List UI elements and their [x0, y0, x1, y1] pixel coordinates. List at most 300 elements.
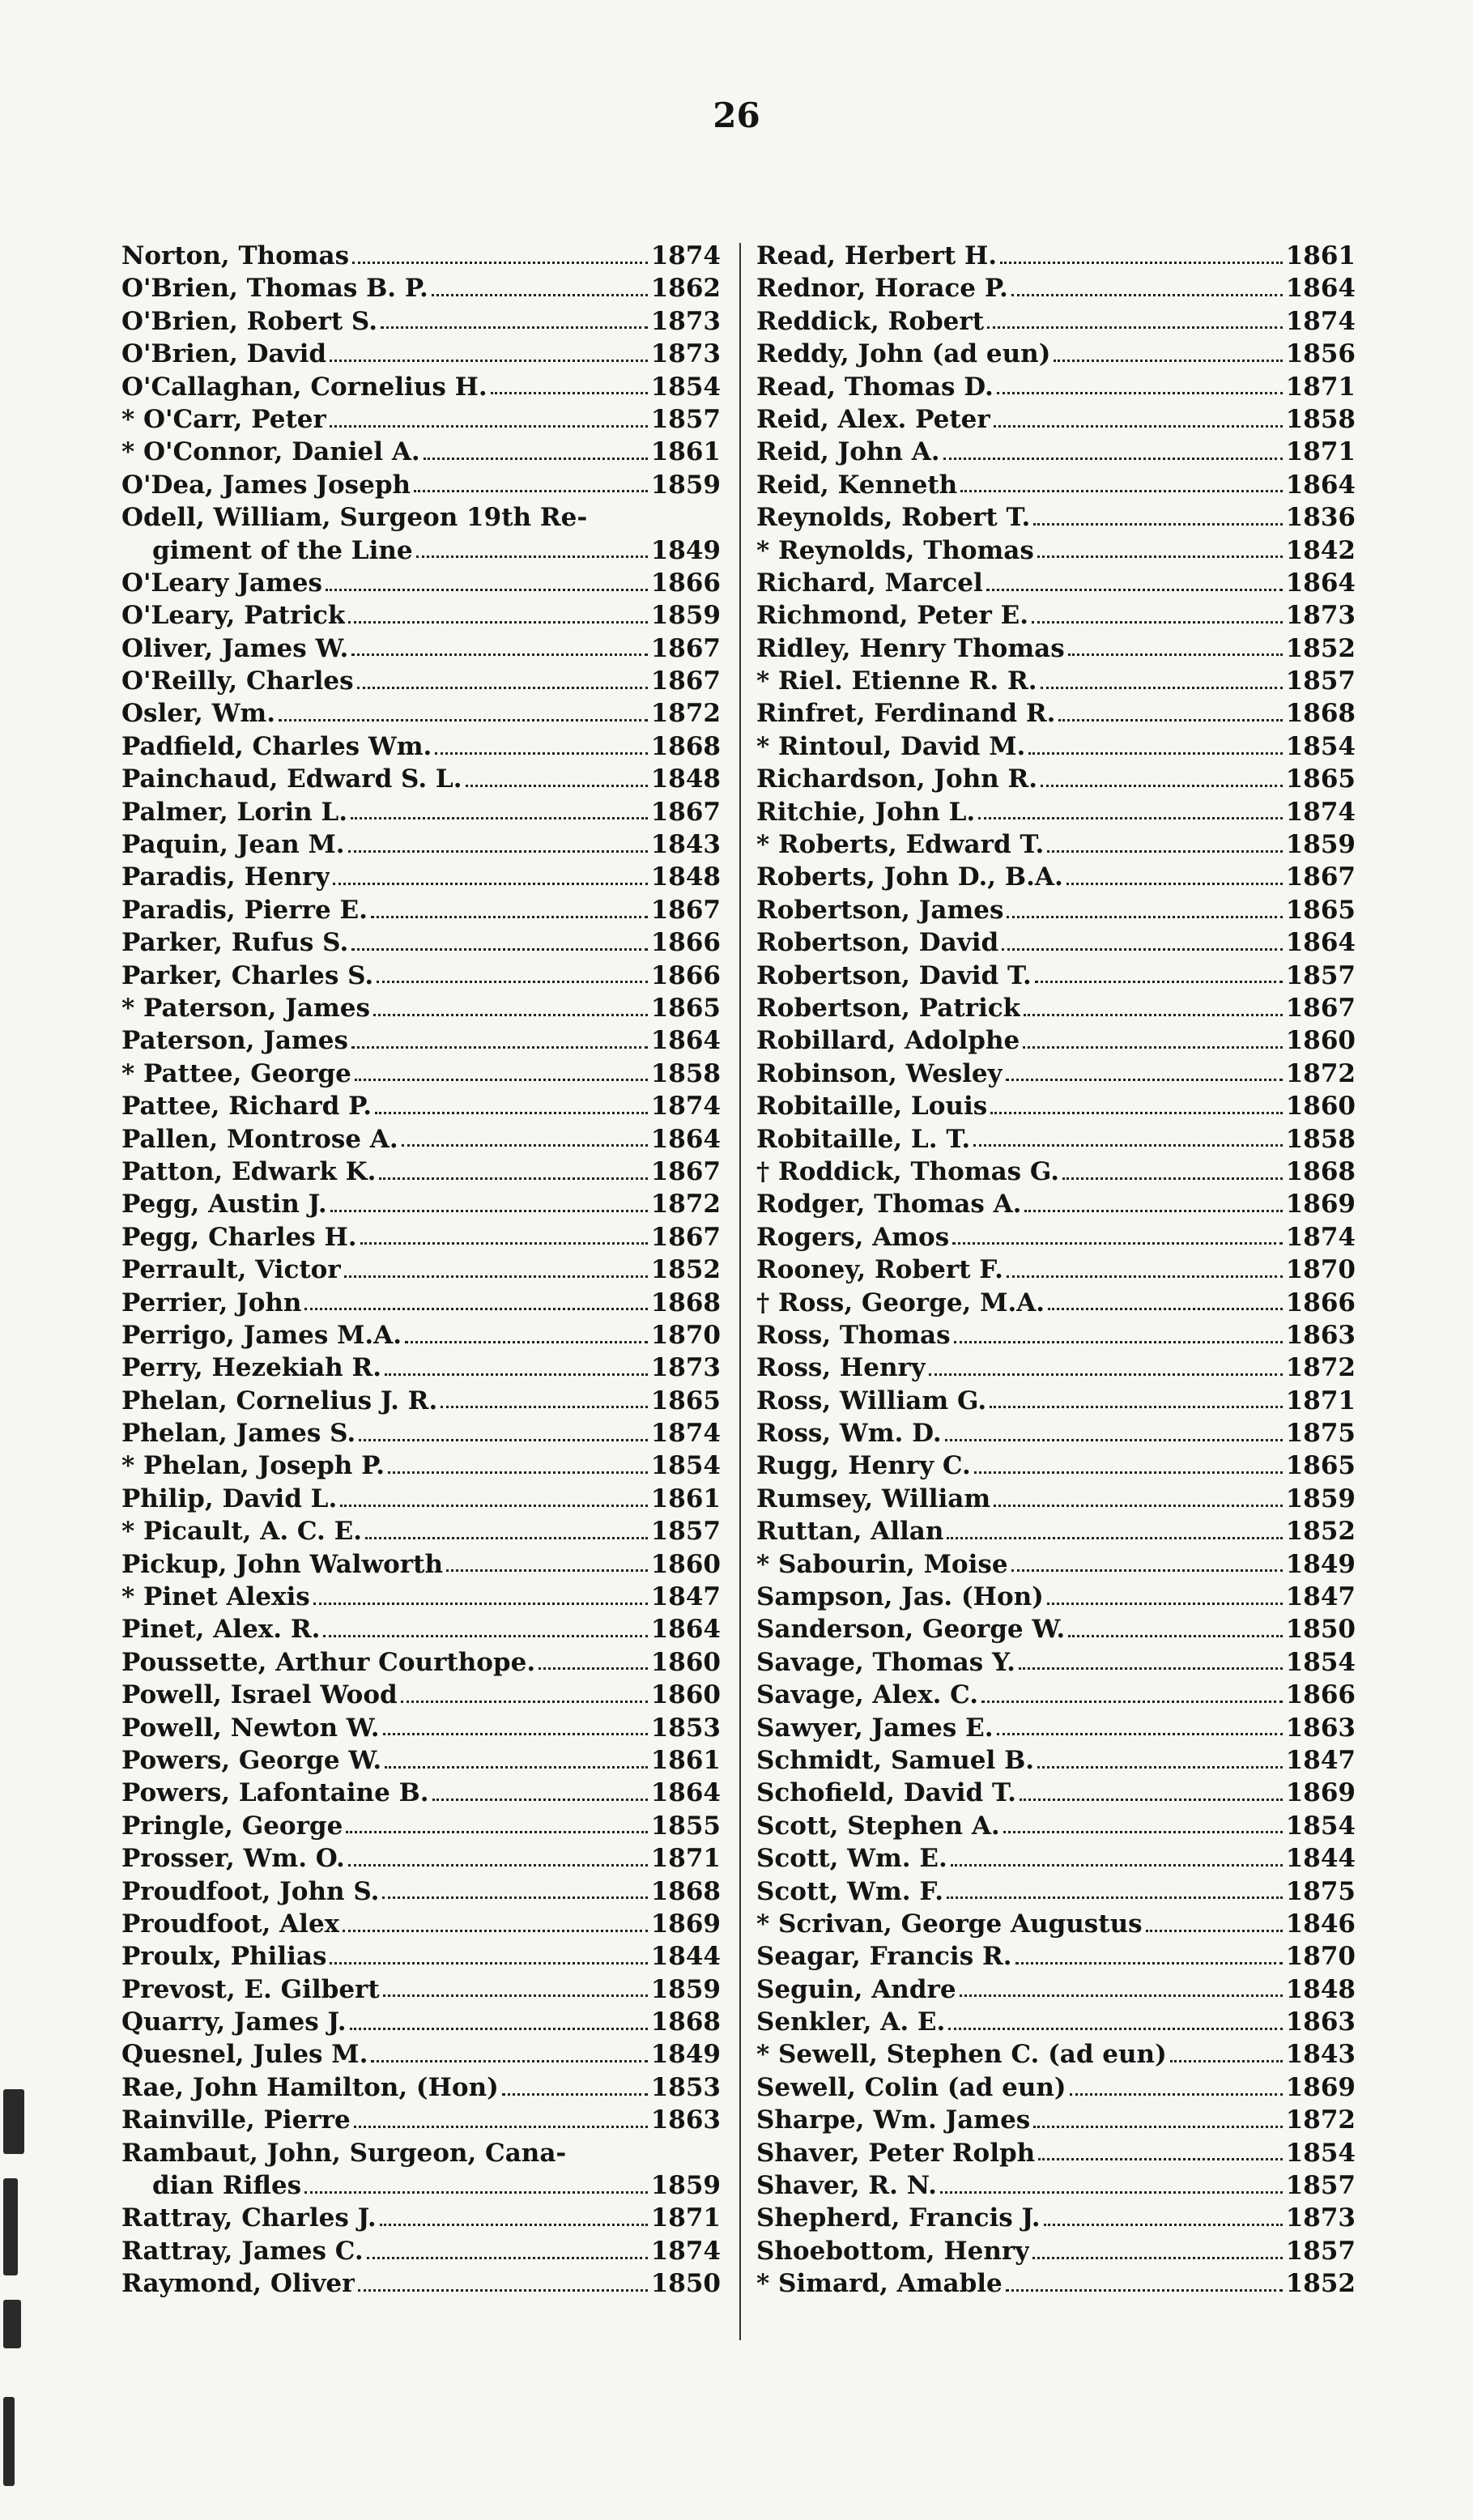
directory-entry	[121, 240, 721, 272]
directory-entry	[756, 2267, 1356, 2300]
entry-name: Paquin, Jean M.	[121, 830, 345, 860]
entry-name: Proudfoot, Alex	[121, 1909, 340, 1939]
leader-dots	[1041, 687, 1283, 689]
entry-year: 1843	[1285, 2040, 1356, 2070]
leader-dots	[358, 2289, 647, 2292]
directory-entry	[756, 960, 1356, 992]
directory-entry	[756, 730, 1356, 763]
leader-dots	[1170, 2060, 1283, 2062]
entry-year: 1860	[1285, 1026, 1356, 1056]
entry-name: Sawyer, James E.	[756, 1713, 994, 1743]
entry-name: Painchaud, Edward S. L.	[121, 764, 462, 794]
directory-entry	[756, 1744, 1356, 1777]
entry-year: 1858	[650, 1058, 721, 1088]
directory-entry	[121, 272, 721, 304]
directory-entry	[121, 534, 721, 567]
entry-year: 1864	[1285, 928, 1356, 958]
entry-name: Sanderson, George W.	[756, 1615, 1066, 1645]
entry-name: Robitaille, L. T.	[756, 1124, 971, 1154]
entry-name: * Simard, Amable	[756, 2269, 1003, 2299]
directory-entry	[756, 1156, 1356, 1188]
entry-name: Robillard, Adolphe	[756, 1026, 1020, 1056]
entry-name: Oliver, James W.	[121, 633, 349, 663]
leader-dots	[1068, 1635, 1283, 1637]
leader-dots	[351, 1046, 648, 1049]
directory-entry	[756, 796, 1356, 828]
directory-entry	[121, 2169, 721, 2202]
entry-year: 1859	[650, 470, 721, 500]
directory-entry	[756, 1188, 1356, 1220]
directory-entry	[756, 338, 1356, 370]
entry-name: Quarry, James J.	[121, 2007, 347, 2037]
entry-name: Perrault, Victor	[121, 1255, 341, 1285]
leader-dots	[1002, 948, 1283, 951]
leader-dots	[945, 1439, 1283, 1441]
entry-name: Pickup, John Walworth	[121, 1549, 443, 1579]
directory-entry	[756, 1548, 1356, 1581]
directory-entry	[121, 697, 721, 730]
leader-dots	[350, 2028, 648, 2030]
leader-dots	[948, 2028, 1282, 2030]
entry-name: Rogers, Amos	[756, 1222, 950, 1252]
entry-name: * Scrivan, George Augustus	[756, 1909, 1143, 1939]
directory-entry	[756, 1287, 1356, 1319]
leader-dots	[371, 2060, 647, 2062]
directory-entry	[756, 697, 1356, 730]
leader-dots	[432, 1798, 648, 1801]
entry-year: 1850	[650, 2269, 721, 2299]
entry-name: Savage, Alex. C.	[756, 1680, 979, 1710]
leader-dots	[330, 1962, 647, 1964]
leader-dots	[1024, 1210, 1282, 1212]
leader-dots	[348, 1864, 648, 1867]
entry-year: 1861	[650, 1483, 721, 1513]
leader-dots	[304, 1308, 647, 1310]
entry-year: 1846	[1285, 1909, 1356, 1939]
leader-dots	[380, 2224, 648, 2226]
entry-year: 1859	[650, 2171, 721, 2201]
leader-dots	[351, 653, 647, 656]
page-edge-damage	[0, 2057, 31, 2510]
entry-name: * Phelan, Joseph P.	[121, 1451, 385, 1481]
entry-year: 1847	[650, 1582, 721, 1612]
leader-dots	[326, 589, 648, 591]
entry-year: 1865	[1285, 764, 1356, 794]
directory-entry	[756, 1581, 1356, 1613]
page-number: 26	[713, 96, 760, 135]
directory-entry	[121, 2235, 721, 2267]
leader-dots	[355, 1079, 648, 1081]
entry-name: Parker, Rufus S.	[121, 928, 349, 958]
leader-dots	[385, 1766, 648, 1769]
entry-name: Seguin, Andre	[756, 1974, 956, 2004]
leader-dots	[351, 817, 648, 819]
entry-name: Reddick, Robert	[756, 306, 985, 336]
directory-entry	[756, 371, 1356, 403]
entry-year: 1861	[650, 437, 721, 467]
directory-entry	[756, 305, 1356, 338]
directory-entry	[121, 599, 721, 632]
entry-name: Raymond, Oliver	[121, 2269, 355, 2299]
leader-dots	[365, 1537, 648, 1539]
directory-entry	[756, 632, 1356, 665]
leader-dots	[375, 1112, 648, 1114]
leader-dots	[1041, 785, 1283, 787]
entry-name: Rambaut, John, Surgeon, Cana-	[121, 2138, 567, 2168]
directory-entry	[121, 1123, 721, 1156]
directory-entry	[121, 1744, 721, 1777]
entry-year: 1864	[1285, 568, 1356, 598]
entry-year: 1866	[1285, 1288, 1356, 1317]
directory-entry	[756, 1875, 1356, 1908]
column-divider	[739, 243, 741, 2340]
directory-entry	[756, 272, 1356, 304]
leader-dots	[1019, 1667, 1283, 1670]
entry-year: 1864	[1285, 274, 1356, 304]
entry-year: 1867	[650, 797, 721, 827]
entry-year: 1844	[650, 1942, 721, 1972]
entry-name: O'Brien, Robert S.	[121, 306, 378, 336]
directory-entry	[756, 1515, 1356, 1547]
entry-name: Paterson, James	[121, 1026, 348, 1056]
leader-dots	[405, 1341, 648, 1343]
directory-entry	[121, 894, 721, 926]
leader-dots	[960, 1994, 1283, 1997]
leader-dots	[388, 1471, 648, 1474]
entry-name: Paradis, Pierre E.	[121, 895, 368, 925]
entry-year: 1847	[1285, 1582, 1356, 1612]
entry-name: Robertson, David	[756, 928, 999, 958]
leader-dots	[435, 752, 647, 755]
leader-dots	[997, 392, 1283, 394]
leader-dots	[381, 326, 648, 329]
directory-entry	[756, 567, 1356, 599]
entry-name: Pinet, Alex. R.	[121, 1615, 321, 1645]
directory-entry	[121, 1973, 721, 2006]
leader-dots	[424, 458, 648, 460]
entry-year: 1860	[1285, 1092, 1356, 1122]
leader-dots	[401, 1701, 648, 1703]
leader-dots	[952, 1242, 1283, 1245]
entry-name: Norton, Thomas	[121, 241, 350, 270]
directory-entry	[756, 861, 1356, 893]
directory-entry	[756, 1908, 1356, 1940]
directory-entry	[756, 1973, 1356, 2006]
entry-year: 1857	[1285, 960, 1356, 990]
leader-dots	[940, 2191, 1283, 2194]
directory-entry	[756, 1679, 1356, 1711]
directory-entry	[121, 1417, 721, 1449]
directory-entry	[121, 371, 721, 403]
entry-year: 1858	[1285, 404, 1356, 434]
leader-dots	[385, 1373, 648, 1376]
directory-entry	[121, 1712, 721, 1744]
directory-entry	[121, 1908, 721, 1940]
directory-entry	[121, 632, 721, 665]
entry-year: 1854	[1285, 1811, 1356, 1841]
entry-year: 1865	[650, 1386, 721, 1415]
entry-year: 1866	[650, 568, 721, 598]
leader-dots	[377, 981, 648, 983]
entry-year: 1872	[1285, 1058, 1356, 1088]
directory-entry	[121, 1483, 721, 1515]
entry-name: Sharpe, Wm. James	[756, 2105, 1031, 2135]
directory-entry	[121, 1581, 721, 1613]
leader-dots	[352, 262, 648, 264]
leader-dots	[997, 1733, 1283, 1735]
leader-dots	[947, 1896, 1283, 1899]
directory-entry	[756, 1385, 1356, 1417]
directory-entry	[756, 1712, 1356, 1744]
directory-entry	[121, 338, 721, 370]
directory-entry	[121, 1810, 721, 1842]
entry-name: Reid, Alex. Peter	[756, 404, 990, 434]
directory-entry	[756, 992, 1356, 1024]
entry-name: dian Rifles	[152, 2171, 302, 2201]
entry-name: Shoebottom, Henry	[756, 2236, 1030, 2266]
directory-entry	[121, 828, 721, 861]
entry-name: † Ross, George, M.A.	[756, 1288, 1045, 1317]
directory-entry	[756, 828, 1356, 861]
entry-year: 1863	[1285, 1713, 1356, 1743]
entry-name: Rodger, Thomas A.	[756, 1190, 1022, 1220]
entry-year: 1869	[1285, 1190, 1356, 1220]
entry-year: 1855	[650, 1811, 721, 1841]
leader-dots	[947, 1537, 1282, 1539]
entry-year: 1870	[650, 1320, 721, 1350]
entry-name: Pegg, Charles H.	[121, 1222, 357, 1252]
entry-name: O'Leary James	[121, 568, 322, 598]
entry-year: 1874	[1285, 797, 1356, 827]
leader-dots	[304, 2191, 648, 2194]
entry-year: 1864	[650, 1778, 721, 1808]
entry-year: 1859	[1285, 830, 1356, 860]
entry-name: Rainville, Pierre	[121, 2105, 351, 2135]
entry-year: 1854	[1285, 1647, 1356, 1677]
directory-entry	[756, 2169, 1356, 2202]
leader-dots	[994, 425, 1283, 428]
leader-dots	[1032, 621, 1283, 624]
leader-dots	[1006, 1079, 1283, 1081]
entry-year: 1874	[1285, 306, 1356, 336]
directory-entry	[756, 1646, 1356, 1679]
directory-entry	[756, 436, 1356, 468]
entry-name: Sampson, Jas. (Hon)	[756, 1582, 1044, 1612]
leader-dots	[379, 1177, 647, 1180]
directory-entry	[756, 1810, 1356, 1842]
directory-entry	[756, 1613, 1356, 1645]
directory-entry	[121, 2137, 721, 2169]
entry-year: 1871	[1285, 372, 1356, 402]
entry-name: Robertson, David T.	[756, 960, 1032, 990]
entry-year: 1868	[1285, 699, 1356, 729]
entry-year: 1870	[1285, 1942, 1356, 1972]
entry-name: Rattray, James C.	[121, 2236, 364, 2266]
leader-dots	[432, 294, 648, 296]
leader-dots	[357, 687, 648, 689]
directory-entry	[121, 1449, 721, 1482]
directory-entry	[121, 1090, 721, 1122]
directory-entry	[756, 763, 1356, 795]
directory-entry	[756, 1090, 1356, 1122]
directory-entry	[756, 1842, 1356, 1875]
leader-dots	[402, 1144, 648, 1147]
leader-dots	[990, 1112, 1283, 1114]
entry-name: Senkler, A. E.	[756, 2007, 946, 2037]
leader-dots	[330, 1210, 648, 1212]
entry-year: 1868	[650, 2007, 721, 2037]
entry-year: 1844	[1285, 1844, 1356, 1874]
directory-entry	[756, 1777, 1356, 1809]
entry-year: 1871	[1285, 437, 1356, 467]
entry-year: 1863	[650, 2105, 721, 2135]
directory-entry	[121, 1024, 721, 1057]
entry-year: 1868	[1285, 1156, 1356, 1186]
entry-name: Schmidt, Samuel B.	[756, 1745, 1035, 1775]
directory-entry	[756, 1483, 1356, 1515]
leader-dots	[1058, 719, 1282, 722]
directory-entry	[756, 240, 1356, 272]
directory-entry	[756, 1024, 1356, 1057]
entry-name: Scott, Wm. E.	[756, 1844, 947, 1874]
entry-name: Odell, William, Surgeon 19th Re-	[121, 503, 588, 533]
entry-name: Ross, Wm. D.	[756, 1419, 942, 1449]
entry-year: 1854	[1285, 731, 1356, 761]
entry-name: Sewell, Colin (ad eun)	[756, 2072, 1066, 2102]
directory-entry	[756, 501, 1356, 534]
entry-year: 1868	[650, 731, 721, 761]
leader-dots	[1011, 294, 1283, 296]
entry-year: 1854	[650, 1451, 721, 1481]
entry-name: * Pattee, George	[121, 1058, 351, 1088]
entry-name: Rinfret, Ferdinand R.	[756, 699, 1056, 729]
entry-year: 1860	[650, 1549, 721, 1579]
directory-entry	[756, 469, 1356, 501]
entry-year: 1849	[650, 2040, 721, 2070]
entry-name: Prevost, E. Gilbert	[121, 1974, 380, 2004]
entry-name: Seagar, Francis R.	[756, 1942, 1012, 1972]
entry-name: Savage, Thomas Y.	[756, 1647, 1015, 1677]
directory-entry	[121, 403, 721, 436]
entry-name: Perrigo, James M.A.	[121, 1320, 402, 1350]
entry-year: 1871	[1285, 1386, 1356, 1415]
leader-dots	[333, 883, 647, 885]
directory-entry	[121, 1058, 721, 1090]
leader-dots	[1070, 2093, 1283, 2096]
entry-year: 1856	[1285, 339, 1356, 369]
entry-name: O'Brien, David	[121, 339, 327, 369]
entry-name: Richardson, John R.	[756, 764, 1038, 794]
entry-name: Rumsey, William	[756, 1483, 991, 1513]
entry-year: 1843	[650, 830, 721, 860]
entry-year: 1869	[650, 1909, 721, 1939]
directory-entry	[756, 2202, 1356, 2234]
entry-year: 1849	[1285, 1549, 1356, 1579]
entry-name: Quesnel, Jules M.	[121, 2040, 368, 2070]
leader-dots	[990, 1406, 1283, 1408]
entry-name: Proudfoot, John S.	[121, 1876, 380, 1906]
entry-name: Powers, Lafontaine B.	[121, 1778, 429, 1808]
entry-name: Pattee, Richard P.	[121, 1092, 373, 1122]
leader-dots	[1032, 2257, 1282, 2259]
directory-entry	[121, 2267, 721, 2300]
leader-dots	[1015, 1962, 1283, 1964]
entry-year: 1870	[1285, 1255, 1356, 1285]
leader-dots	[960, 490, 1283, 492]
entry-year: 1859	[650, 1974, 721, 2004]
leader-dots	[954, 1341, 1283, 1343]
entry-name: Pringle, George	[121, 1811, 343, 1841]
entry-year: 1853	[650, 1713, 721, 1743]
entry-name: Poussette, Arthur Courthope.	[121, 1647, 536, 1677]
leader-dots	[382, 1896, 647, 1899]
entry-name: * Rintoul, David M.	[756, 731, 1026, 761]
entry-year: 1857	[1285, 2236, 1356, 2266]
entry-name: Ritchie, John L.	[756, 797, 976, 827]
directory-entry	[121, 1156, 721, 1188]
leader-dots	[539, 1667, 648, 1670]
directory-entry	[121, 730, 721, 763]
directory-entry	[756, 2235, 1356, 2267]
directory-entry	[756, 2006, 1356, 2038]
entry-name: Shepherd, Francis J.	[756, 2203, 1041, 2233]
entry-name: Rugg, Henry C.	[756, 1451, 971, 1481]
leader-dots	[466, 785, 648, 787]
entry-name: Shaver, Peter Rolph	[756, 2138, 1036, 2168]
leader-dots	[943, 458, 1283, 460]
entry-year: 1861	[1285, 241, 1356, 270]
entry-name: Powell, Israel Wood	[121, 1680, 398, 1710]
directory-entry	[756, 894, 1356, 926]
entry-name: giment of the Line	[152, 535, 413, 565]
entry-name: * O'Carr, Peter	[121, 404, 326, 434]
entry-year: 1875	[1285, 1419, 1356, 1449]
entry-year: 1864	[650, 1026, 721, 1056]
entry-year: 1869	[1285, 1778, 1356, 1808]
directory-entry	[756, 926, 1356, 959]
entry-year: 1874	[650, 241, 721, 270]
directory-entry	[121, 2104, 721, 2136]
entry-year: 1857	[650, 404, 721, 434]
entry-name: Palmer, Lorin L.	[121, 797, 348, 827]
entry-year: 1858	[1285, 1124, 1356, 1154]
entry-year: 1873	[1285, 601, 1356, 631]
directory-entry	[121, 796, 721, 828]
entry-name: * Sabourin, Moise	[756, 1549, 1008, 1579]
entry-name: Rednor, Horace P.	[756, 274, 1008, 304]
directory-entry	[756, 1058, 1356, 1090]
leader-dots	[1020, 1798, 1283, 1801]
directory-entry	[121, 1352, 721, 1384]
entry-year: 1873	[650, 306, 721, 336]
directory-entry	[756, 1221, 1356, 1254]
entry-name: Ruttan, Allan	[756, 1517, 944, 1547]
entry-name: Scott, Stephen A.	[756, 1811, 1000, 1841]
entry-name: * Pinet Alexis	[121, 1582, 310, 1612]
entry-name: Ross, William G.	[756, 1386, 987, 1415]
directory-entry	[121, 1188, 721, 1220]
entry-name: Powers, George W.	[121, 1745, 382, 1775]
entry-year: 1872	[650, 699, 721, 729]
leader-dots	[373, 1014, 648, 1016]
leader-dots	[383, 1733, 648, 1735]
entry-year: 1857	[1285, 2171, 1356, 2201]
directory-entry	[756, 1123, 1356, 1156]
entry-name: Read, Herbert H.	[756, 241, 998, 270]
leader-dots	[383, 1994, 648, 1997]
directory-entry	[121, 1287, 721, 1319]
entry-name: Reynolds, Robert T.	[756, 503, 1031, 533]
